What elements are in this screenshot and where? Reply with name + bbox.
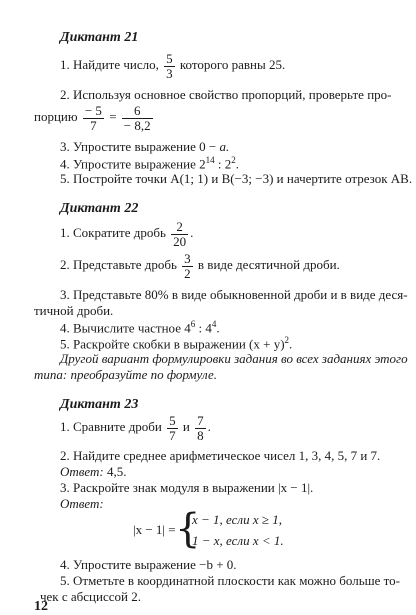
d21-item-2-line-1: 2. Используя основное свойство пропорций, проверьте про- [60,87,392,102]
brace: { [175,506,201,552]
d23-answer-1 [60,464,127,480]
d22-item-4-end: . [216,320,220,336]
d22-item-5-end: . [289,336,293,352]
d22-item-2-fraction [182,252,193,280]
d22-item-4-text: 4. Вычислите частное 4 [60,320,191,336]
d23-item-1-end: . [207,419,211,435]
d23-item-1-text: 1. Сравните дроби [60,419,162,435]
exponent: 6 [190,319,196,329]
fraction-denominator: 8 [197,427,204,443]
fraction-numerator: 6 [122,104,153,119]
fraction-denominator: 7 [90,117,97,133]
d22-item-2-text: 2. Представьте дробь [60,257,177,273]
d21-item-2-text: порцию [34,109,78,125]
d21-item-5: 5. Постройте точки A(1; 1) и B(−3; −3) и начертите отрезок AB. [60,171,413,186]
proportion-fraction-2 [122,104,153,132]
case-2: 1 − x, если x < 1. [192,533,284,548]
d21-item-1 [60,52,285,80]
answer-label: Ответ: [60,464,104,479]
proportion-fraction-1 [83,104,104,132]
answer-value: 4,5. [103,464,127,479]
d23-item-1-fraction-2 [195,414,206,442]
d22-item-2 [60,252,340,280]
exponent: 2 [284,335,290,345]
equals-sign: = [109,109,117,125]
d21-item-1-text-end: которого равны 25. [179,57,286,73]
d21-item-3 [60,139,229,155]
d21-item-1-text: 1. Найдите число, [60,57,159,73]
d22-item-1 [60,220,193,248]
d21-item-4-divisor: : 2 [214,156,232,172]
dictation-21-title: Диктант 21 [60,30,139,45]
dictation-23-title: Диктант 23 [60,397,139,412]
d22-item-5-text: 5. Раскройте скобки в выражении (x + y) [60,336,285,352]
abs-value-lhs: |x − 1| = [133,522,176,537]
conjunction: и [182,419,190,435]
exponent: 14 [205,155,215,165]
d21-item-4-text: 4. Упростите выражение 2 [60,156,206,172]
d21-item-4 [60,155,239,172]
exponent: 4 [211,319,217,329]
d21-item-2-line-2 [34,104,155,132]
fraction-numerator: 7 [197,413,204,428]
fraction-numerator: − 5 [84,103,102,118]
d22-note-line-1: Другой вариант формулировки задания во всех заданиях этого [60,351,408,366]
fraction-denominator: 7 [169,427,176,443]
d23-item-1-fraction-1 [167,414,178,442]
d23-item-4: 4. Упростите выражение −b + 0. [60,557,237,572]
d22-note-line-2: типа: преобразуйте по формуле. [34,367,217,382]
d22-item-1-text: 1. Сократите дробь [60,225,166,241]
d23-item-5-line-2: чек с абсциссой 2. [40,589,141,604]
d22-item-4 [60,319,220,336]
d23-item-5-line-1: 5. Отметьте в координатной плоскости как можно больше то- [60,573,401,588]
d21-item-1-fraction [164,52,175,80]
d22-item-5 [60,335,292,352]
d23-item-3: 3. Раскройте знак модуля в выражении |x − 1|. [60,480,314,495]
d22-item-1-fraction [171,220,188,248]
case-1: x − 1, если x ≥ 1, [192,512,282,527]
fraction-numerator: 5 [166,51,173,66]
d21-item-4-end: . [235,156,239,172]
exponent: 2 [231,155,236,165]
page-number: 12 [34,599,48,614]
fraction-denominator: 2 [184,265,191,281]
d21-item-3-variable: a. [219,139,230,154]
d22-item-1-end: . [190,225,194,241]
fraction-denominator: − 8,2 [123,117,151,133]
fraction-numerator: 5 [169,413,176,428]
d21-item-3-text: 3. Упростите выражение 0 − [60,139,220,154]
fraction-numerator: 3 [184,251,191,266]
fraction-numerator: 2 [171,220,188,235]
d22-item-3-line-2: тичной дроби. [34,303,114,318]
fraction-denominator: 3 [166,65,173,81]
fraction-denominator: 20 [173,233,187,249]
d22-item-2-text-end: в виде десятичной дроби. [197,257,340,273]
d22-item-3-line-1: 3. Представьте 80% в виде обыкновенной дроби и в виде деся- [60,287,408,302]
d23-item-2: 2. Найдите среднее арифметическое чисел 1, 3, 4, 5, 7 и 7. [60,448,381,463]
d23-answer-2-label: Ответ: [60,496,104,511]
dictation-22-title: Диктант 22 [60,201,139,216]
d22-item-4-divisor: : 4 [195,320,212,336]
d23-item-1 [60,414,211,442]
